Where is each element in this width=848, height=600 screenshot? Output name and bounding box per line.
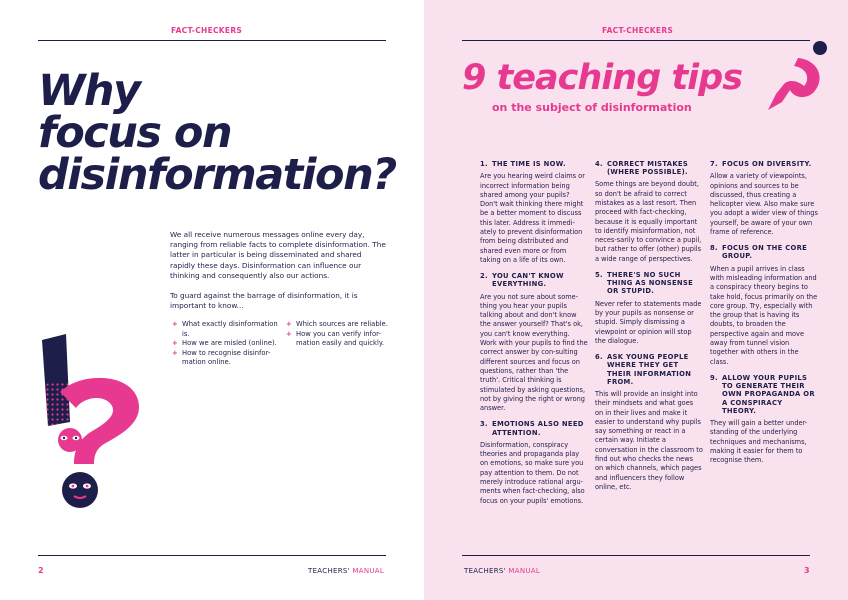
tips-subtitle: on the subject of disinformation <box>492 101 692 114</box>
list-item: + How to recognise disinfor-mation online. <box>172 348 271 367</box>
tip-heading: THE TIME IS NOW. <box>492 160 566 168</box>
right-page <box>424 0 848 600</box>
tip-body: This will provide an insight into their mindsets and what goes on in their lives and make it easier to understand why pupils say something or react in a certain way. Initiate a conversation in the classroom to find out who checks the news on which channels, which pages and influencers they follow online, etc. <box>595 389 703 491</box>
page-number-left: 2 <box>38 566 44 575</box>
tip-body: They will gain a better under-standing of the underlying techniques and mechanisms, making it easier for them to recognise them. <box>710 418 808 465</box>
bullet-list <box>172 320 392 368</box>
right-footer-rule <box>462 555 810 556</box>
tip-7: 7. FOCUS ON DIVERSITY. Allow a variety of viewpoints, opinions and sources to be discussed, thus creating a helicopter view. Also make sure you adopt a wider view of things yourself, be aware of your own frame of reference. <box>710 160 818 236</box>
exclamation-question-illustration <box>30 322 160 522</box>
tip-heading: THERE'S NO SUCH THING AS NONSENSE OR STUPID. <box>607 271 694 296</box>
right-header: FACT-CHECKERS <box>602 26 674 35</box>
tip-body: Disinformation, conspiracy theories and propaganda play on emotions, so make sure you pay attention to them. Do not merely introduce rational argu-ments when fact-checking, also focus on your pupils' emotions. <box>480 440 585 505</box>
tip-9: 9. ALLOW YOUR PUPILS TO GENERATE THEIR OWN PROPAGANDA OR A CONSPIRACY THEORY. They will gain a better under-standing of the underlying techniques and mechanisms, making it easier for them to recognise them. <box>710 374 818 466</box>
right-footer: TEACHERS' MANUAL <box>464 567 541 575</box>
left-footer: TEACHERS' MANUAL <box>308 567 385 575</box>
intro-text <box>170 230 388 321</box>
tip-heading: FOCUS ON DIVERSITY. <box>722 160 812 168</box>
list-item: + How we are misled (online). <box>172 339 277 348</box>
title-line-1: Why <box>38 66 140 116</box>
intro-paragraph-1: We all receive numerous messages online every day, ranging from reliable facts to complete disinformation. The latter in particular is being disseminated and shared rapidly these days. Disinformation can influence our thinking and consequently also our actions. <box>170 230 386 280</box>
left-header: FACT-CHECKERS <box>171 26 243 35</box>
page-title <box>38 66 418 200</box>
intro-paragraph-2: To guard against the barrage of disinformation, it is important to know... <box>170 291 358 311</box>
tips-column-1 <box>480 160 588 513</box>
tip-body: Are you not sure about some-thing you hear your pupils talking about and don't know the answer yourself? That's ok, you can't know everything. Work with your pupils to find the correct answer by con-sulting different sources and focus on questions, rather than 'the truth'. Critical thinking is stimulated by asking questions, not by giving the right or wrong answer. <box>480 292 588 413</box>
tip-8: 8. FOCUS ON THE CORE GROUP. When a pupil arrives in class with misleading information and a conspiracy theory begins to take hold, focus primarily on the core group. Try, especially with the group that is having its doubts, to broaden the perspective again and move away from tunnel vision together with others in the class. <box>710 244 818 366</box>
tip-heading: ASK YOUNG PEOPLE WHERE THEY GET THEIR INFORMATION FROM. <box>607 353 692 386</box>
tip-2: 2. YOU CAN'T KNOW EVERYTHING. Are you not sure about some-thing you hear your pupils talking about and don't know the answer yourself? That's ok, you can't know everything. Work with your pupils to find the correct answer by con-sulting different sources and focus on questions, rather than 'the truth'. Critical thinking is stimulated by asking questions, not by giving the right or wrong answer. <box>480 272 588 413</box>
tip-heading: CORRECT MISTAKES (WHERE POSSIBLE). <box>607 160 689 177</box>
tip-body: Never refer to statements made by your pupils as nonsense or stupid. Simply dismissing a viewpoint or opinion will stop the dialogue. <box>595 299 702 345</box>
left-footer-rule <box>38 555 386 556</box>
left-header-rule <box>38 40 386 41</box>
bullet-column-1 <box>172 320 278 368</box>
tip-6: 6. ASK YOUNG PEOPLE WHERE THEY GET THEIR INFORMATION FROM. This will provide an insight into their mindsets and what goes on in their lives and make it easier to understand why pupils say something or react in a certain way. Initiate a conversation in the classroom to find out who checks the news on which channels, which pages and influencers they follow online, etc. <box>595 353 703 491</box>
tip-heading: FOCUS ON THE CORE GROUP. <box>722 244 808 261</box>
tip-heading: YOU CAN'T KNOW EVERYTHING. <box>492 272 564 289</box>
tip-body: Are you hearing weird claims or incorrect information being shared among your pupils? Don't wait thinking there might be a better moment to discuss this later. Address it immedi-ately to prevent disinformation from being distributed and shared even more or from taking on a life of its own. <box>480 172 585 264</box>
tip-body: Some things are beyond doubt, so don't be afraid to correct mistakes as a last resort. Then proceed with fact-checking, because it is equally important to identify misinformation, not neces-sarily to convince a pupil, but rather to offer (other) pupils a wide range of perspectives. <box>595 180 702 263</box>
title-line-2: focus on <box>38 108 232 158</box>
tip-1: 1. THE TIME IS NOW. Are you hearing weird claims or incorrect information being shared among your pupils? Don't wait thinking there might be a better moment to discuss this later. Address it immedi-ately to prevent disinformation from being distributed and shared even more or from taking on a life of its own. <box>480 160 588 265</box>
list-item: + What exactly disinformation is. <box>172 320 278 338</box>
bullet-column-2 <box>286 320 392 368</box>
tip-body: Allow a variety of viewpoints, opinions and sources to be discussed, thus creating a helicopter view. Also make sure you adopt a wider view of things yourself, be aware of your own frame of reference. <box>710 172 818 236</box>
tip-heading: ALLOW YOUR PUPILS TO GENERATE THEIR OWN PROPAGANDA OR A CONSPIRACY THEORY. <box>722 373 815 415</box>
tip-4: 4. CORRECT MISTAKES (WHERE POSSIBLE). Some things are beyond doubt, so don't be afraid to correct mistakes as a last resort. Then proceed with fact-checking, because it is equally important to identify misinformation, not neces-sarily to convince a pupil, but rather to offer (other) pupils a wide range of perspectives. <box>595 160 702 263</box>
tip-3: 3. EMOTIONS ALSO NEED ATTENTION. Disinformation, conspiracy theories and propaganda play on emotions, so make sure you pay attention to them. Do not merely introduce rational argu-ments when fact-checking, also focus on your pupils' emotions. <box>480 420 588 505</box>
tip-heading: EMOTIONS ALSO NEED ATTENTION. <box>492 420 584 437</box>
list-item: + How you can verify infor-mation easily and quickly. <box>286 329 385 348</box>
arrow-icon <box>754 38 834 118</box>
tips-column-2 <box>595 160 703 499</box>
tips-title: 9 teaching tips <box>462 58 743 98</box>
page-number-right: 3 <box>804 566 810 575</box>
title-line-3: disinformation? <box>38 150 396 200</box>
tips-column-3 <box>710 160 818 472</box>
tip-5: 5. THERE'S NO SUCH THING AS NONSENSE OR STUPID. Never refer to statements made by your pupils as nonsense or stupid. Simply dismissing a viewpoint or opinion will stop the dialogue. <box>595 271 702 345</box>
list-item: + Which sources are reliable. <box>286 320 388 328</box>
tip-body: When a pupil arrives in class with misleading information and a conspiracy theory begins to take hold, focus primarily on the core group. Try, especially with the group that is having its doubts, to broaden the perspective again and move away from tunnel vision together with others in the class. <box>710 264 818 366</box>
